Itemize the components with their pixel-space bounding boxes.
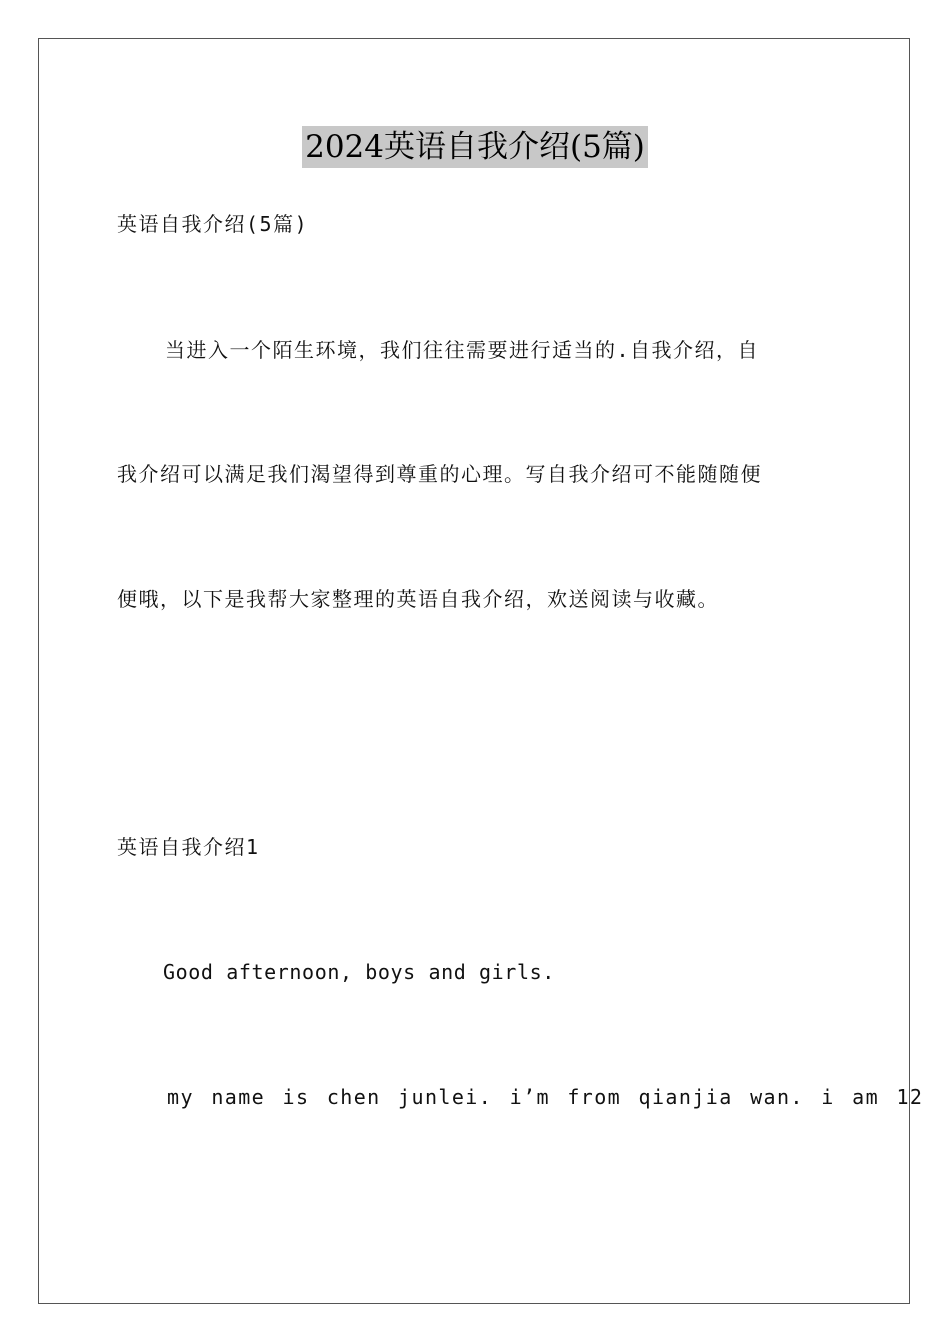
intro-paragraph-line-1: 当进入一个陌生环境，我们往往需要进行适当的.自我介绍，自 xyxy=(165,338,760,362)
english-text-line-2: my name is chen junlei. i’m from qianjia wan. i am 12 xyxy=(167,1085,924,1109)
document-subtitle: 英语自我介绍(5篇) xyxy=(117,212,309,236)
intro-paragraph-line-3: 便哦，以下是我帮大家整理的英语自我介绍，欢送阅读与收藏。 xyxy=(117,587,719,611)
title-container xyxy=(0,126,950,168)
document-title: 2024英语自我介绍(5篇) xyxy=(302,126,648,168)
english-text-line-1: Good afternoon, boys and girls. xyxy=(163,960,555,984)
intro-paragraph-line-2: 我介绍可以满足我们渴望得到尊重的心理。写自我介绍可不能随随便 xyxy=(117,462,762,486)
section-heading: 英语自我介绍1 xyxy=(117,835,260,859)
